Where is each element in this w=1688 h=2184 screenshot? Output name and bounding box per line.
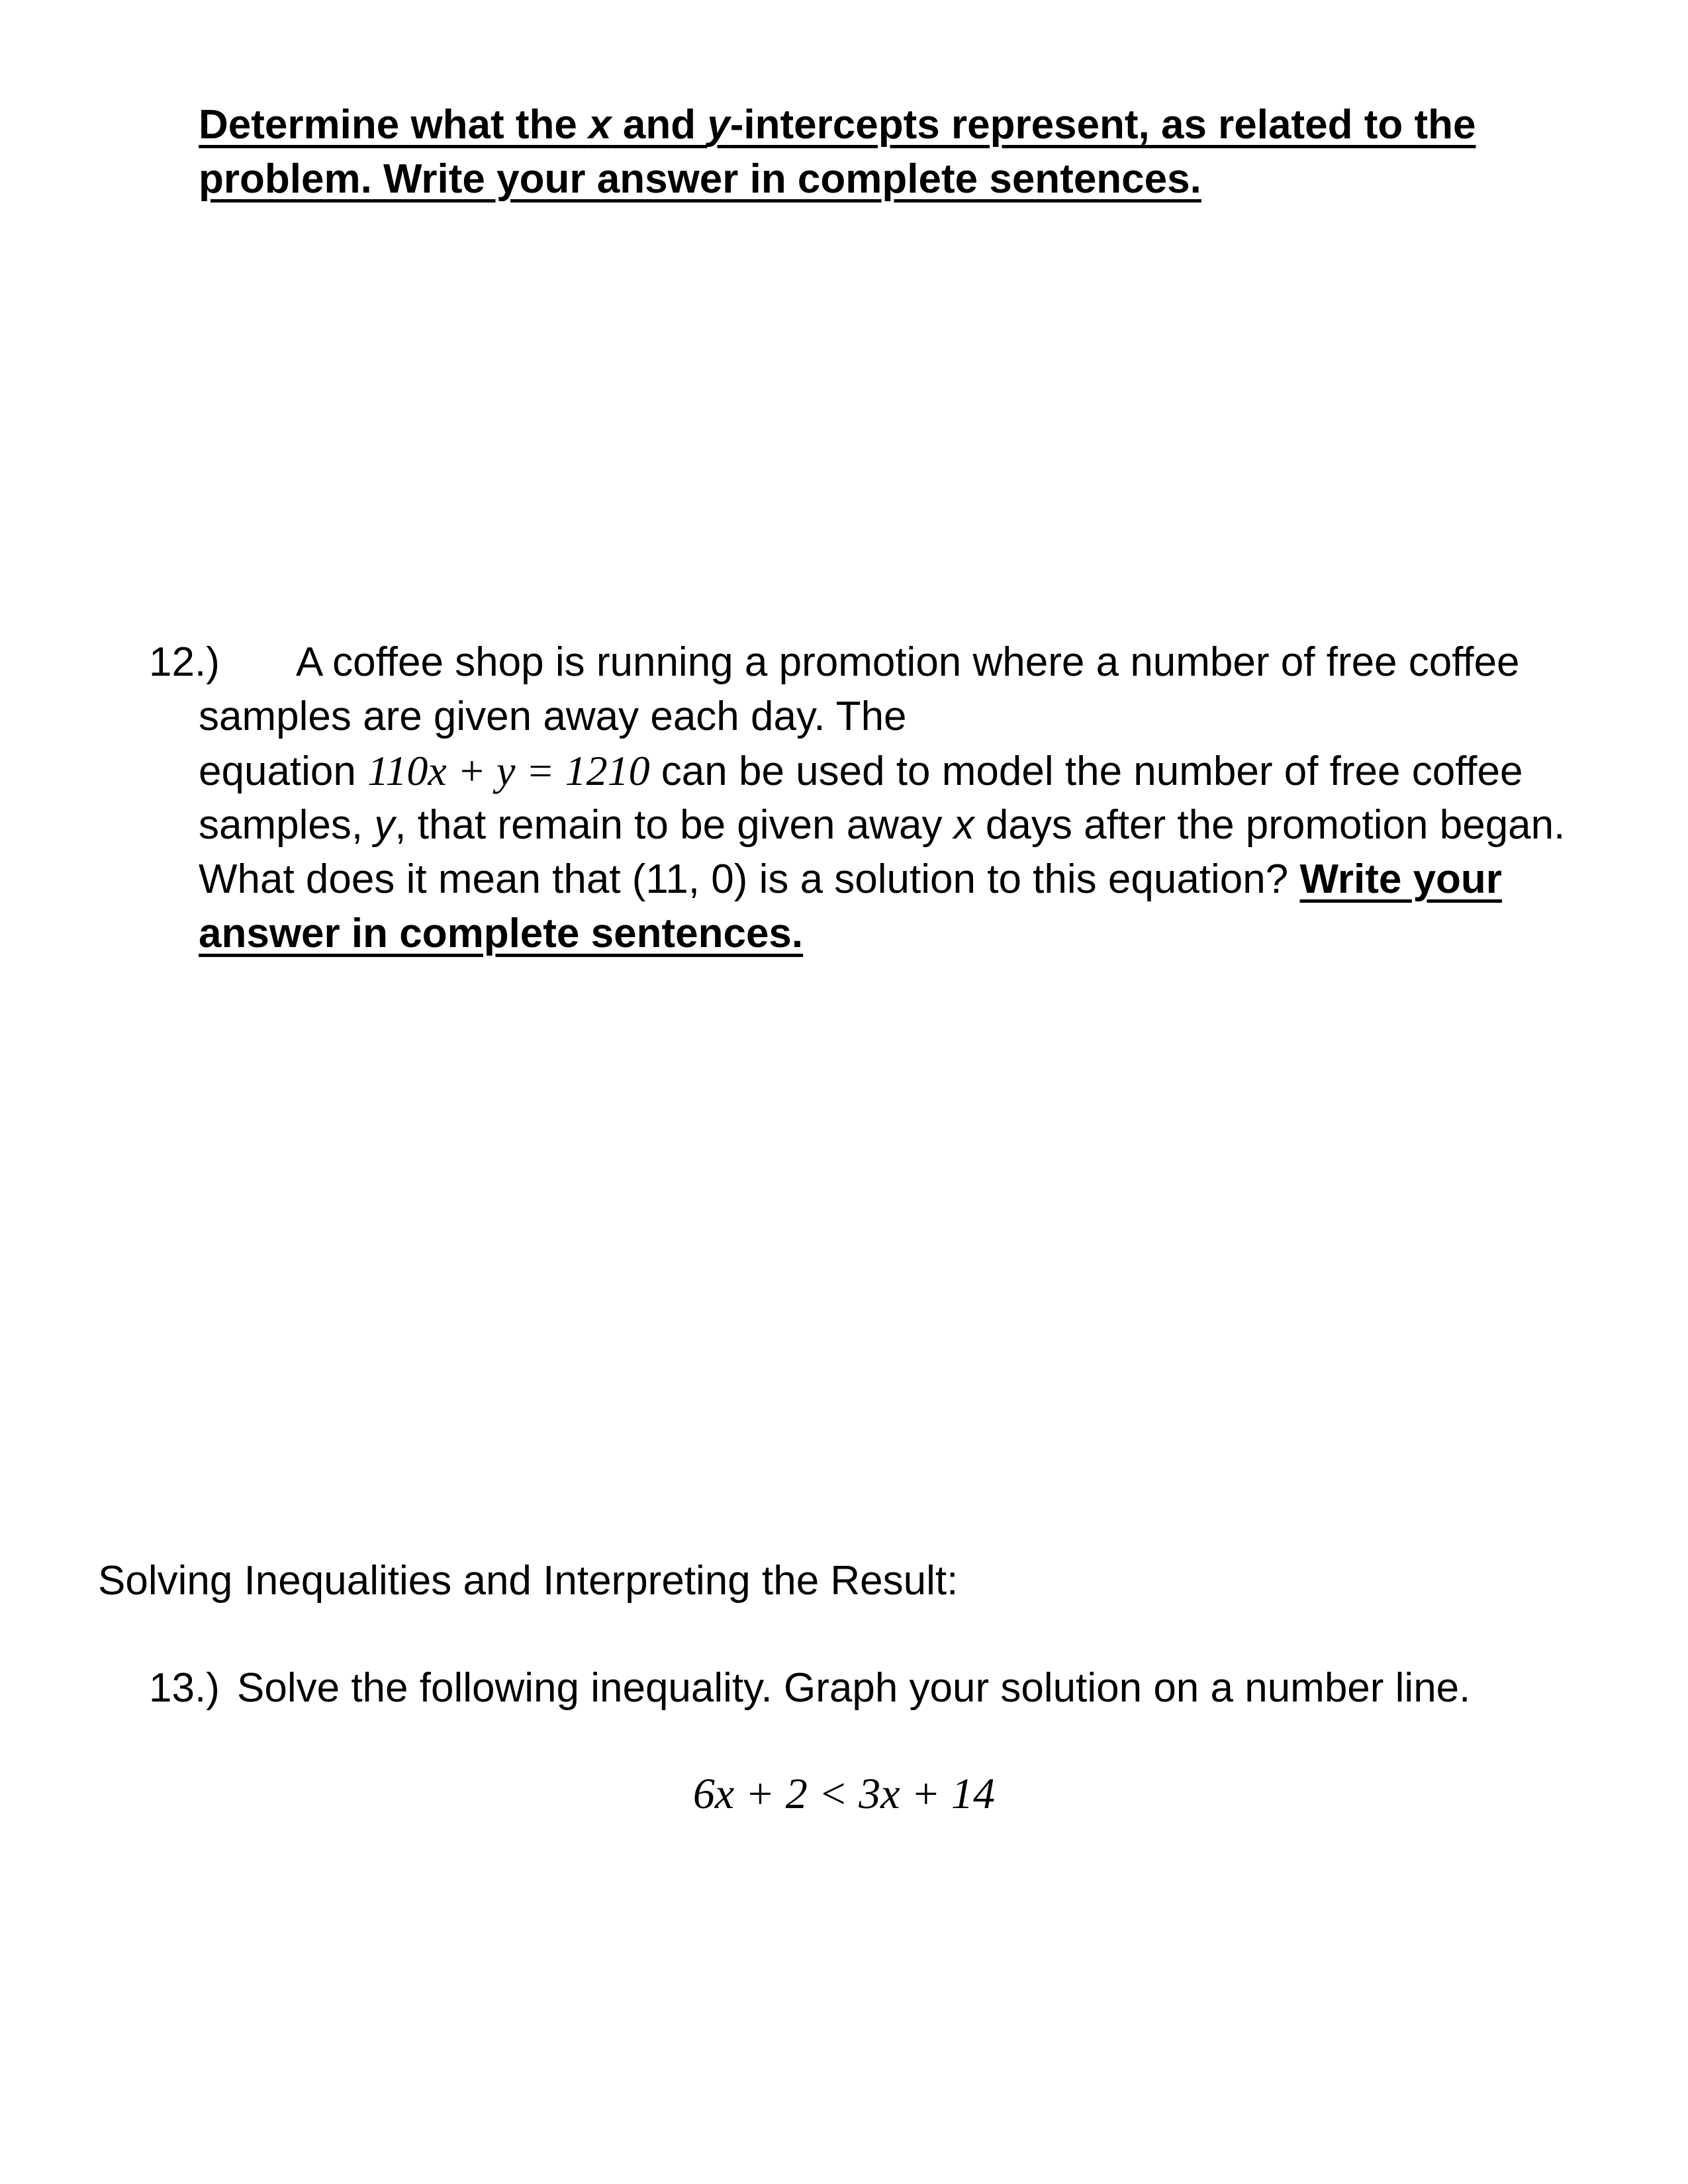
instruction-x-var: x [588, 102, 612, 148]
instruction-text: -intercepts represent, as related to the [729, 102, 1476, 148]
q12-instruction: Write your [1299, 856, 1502, 902]
q12-text: can be used to model the number of free coffee [649, 749, 1523, 794]
q12-equation: 110x + y = 1210 [367, 747, 650, 794]
q12-line-4 [199, 798, 1565, 852]
q12-number: 12.) [149, 639, 220, 685]
q12-text: What does it mean that (11, 0) is a solution to this equation? [199, 856, 1300, 902]
q12-text: , that remain to be given away [395, 802, 954, 848]
section-heading [98, 1554, 958, 1608]
q12-line-2 [199, 690, 907, 744]
q12-line-6 [199, 907, 803, 961]
q12-line-5 [199, 852, 1502, 907]
instruction-text: and [611, 102, 708, 148]
q13-text: Solve the following inequality. Graph your solution on a number line. [237, 1665, 1471, 1711]
q13-inequality: 6x + 2 < 3x + 14 [692, 1770, 996, 1818]
instruction-text: Determine what the [199, 102, 589, 148]
q12-text: samples, [199, 802, 375, 848]
q12-text: equation [199, 749, 368, 794]
instruction-line-2 [199, 152, 1201, 206]
q12-text: samples are given away each day. The [199, 694, 907, 739]
q12-line-3 [199, 744, 1523, 799]
q13-number: 13.) [149, 1665, 220, 1711]
section-heading-text: Solving Inequalities and Interpreting the Result: [98, 1558, 959, 1604]
instruction-y-var: y [707, 102, 730, 148]
q13-inequality-line [0, 1767, 1688, 1822]
instruction-line-1 [199, 98, 1476, 152]
instruction-text: problem. Write your answer in complete sentences. [199, 156, 1201, 202]
q12-y-var: y [374, 802, 395, 848]
q12-line-1 [149, 635, 1520, 690]
q12-instruction: answer in complete sentences. [199, 911, 804, 956]
q12-x-var: x [953, 802, 974, 848]
q12-text: days after the promotion began. [974, 802, 1566, 848]
q13-line [149, 1661, 1470, 1715]
q12-text: A coffee shop is running a promotion where a number of free coffee [296, 639, 1520, 685]
